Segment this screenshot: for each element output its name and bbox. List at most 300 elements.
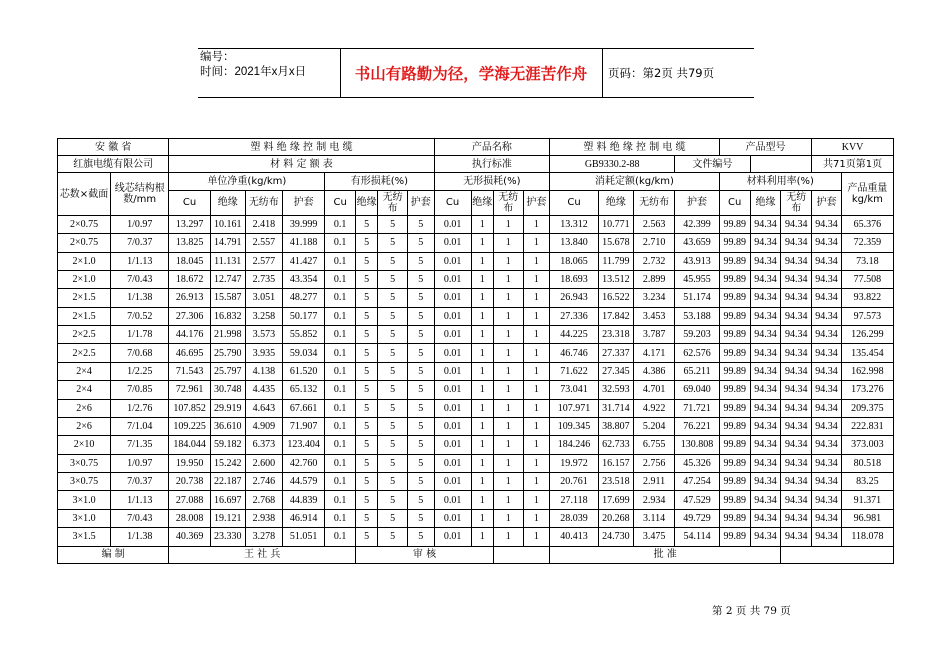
table-cell: 40.369 <box>169 528 210 546</box>
table-cell: 118.078 <box>841 528 893 546</box>
table-cell: 28.008 <box>169 509 210 527</box>
table-cell: 94.34 <box>781 289 812 307</box>
table-cell: 4.435 <box>245 381 282 399</box>
table-cell: 2×2.5 <box>58 344 111 362</box>
subcol-cu: Cu <box>325 190 356 215</box>
table-cell: 109.225 <box>169 417 210 435</box>
table-cell: 25.790 <box>210 344 245 362</box>
signature-row <box>58 546 894 563</box>
table-cell: 11.131 <box>210 252 245 270</box>
table-cell: 1 <box>493 528 523 546</box>
table-cell: 222.831 <box>841 417 893 435</box>
table-cell: 94.34 <box>781 509 812 527</box>
table-cell: 94.34 <box>750 528 781 546</box>
table-cell: 47.254 <box>675 473 720 491</box>
table-cell: 5 <box>378 362 408 380</box>
table-cell: 99.89 <box>719 307 750 325</box>
col-utilization: 材料利用率(%) <box>719 173 841 190</box>
subcol-nonwoven: 无纺布 <box>493 190 523 215</box>
table-cell: 1 <box>471 509 493 527</box>
table-cell: 0.01 <box>434 436 471 454</box>
table-cell: 1/1.38 <box>111 289 169 307</box>
table-cell: 7/0.43 <box>111 270 169 288</box>
table-cell: 1 <box>471 454 493 472</box>
table-cell: 94.34 <box>781 326 812 344</box>
table-cell: 2.911 <box>633 473 674 491</box>
subcol-insulation: 绝缘 <box>210 190 245 215</box>
table-cell: 51.174 <box>675 289 720 307</box>
table-row <box>58 436 894 454</box>
table-cell: 94.34 <box>750 381 781 399</box>
table-cell: 49.729 <box>675 509 720 527</box>
table-cell: 16.832 <box>210 307 245 325</box>
table-cell: 73.041 <box>550 381 599 399</box>
table-cell: 1 <box>471 362 493 380</box>
product-title: 塑 料 绝 缘 控 制 电 缆 <box>169 139 434 156</box>
table-cell: 1 <box>471 417 493 435</box>
table-cell: 1 <box>523 270 550 288</box>
subcol-nonwoven: 无纺布 <box>245 190 282 215</box>
table-cell: 2.600 <box>245 454 282 472</box>
page-header <box>198 48 754 98</box>
table-cell: 2.756 <box>633 454 674 472</box>
table-cell: 97.573 <box>841 307 893 325</box>
table-cell: 130.808 <box>675 436 720 454</box>
table-cell: 1 <box>523 289 550 307</box>
subcol-sheath: 护套 <box>408 190 435 215</box>
table-row <box>58 528 894 546</box>
table-cell: 24.730 <box>598 528 633 546</box>
product-name-value: 塑 料 绝 缘 控 制 电 缆 <box>550 139 720 156</box>
table-cell: 1 <box>523 381 550 399</box>
table-cell: 94.34 <box>781 252 812 270</box>
col-tangible-loss: 有形损耗(%) <box>325 173 434 190</box>
table-cell: 94.34 <box>781 417 812 435</box>
table-cell: 7/0.68 <box>111 344 169 362</box>
table-cell: 71.907 <box>282 417 324 435</box>
table-cell: 5 <box>408 344 435 362</box>
table-cell: 2×6 <box>58 417 111 435</box>
table-cell: 0.1 <box>325 509 356 527</box>
table-cell: 5 <box>408 454 435 472</box>
table-cell: 45.955 <box>675 270 720 288</box>
subcol-insulation: 绝缘 <box>598 190 633 215</box>
table-cell: 4.922 <box>633 399 674 417</box>
title-row-1 <box>58 139 894 156</box>
table-cell: 18.672 <box>169 270 210 288</box>
table-row <box>58 381 894 399</box>
table-cell: 1 <box>471 491 493 509</box>
table-cell: 3.453 <box>633 307 674 325</box>
table-cell: 2×1.0 <box>58 270 111 288</box>
table-cell: 44.839 <box>282 491 324 509</box>
table-row <box>58 344 894 362</box>
table-cell: 14.791 <box>210 234 245 252</box>
table-cell: 94.34 <box>750 234 781 252</box>
table-cell: 0.01 <box>434 454 471 472</box>
table-cell: 0.01 <box>434 326 471 344</box>
table-cell: 1 <box>523 528 550 546</box>
table-cell: 1 <box>493 436 523 454</box>
table-cell: 5 <box>408 215 435 233</box>
table-cell: 7/0.85 <box>111 381 169 399</box>
table-cell: 94.34 <box>750 473 781 491</box>
material-quota-table <box>57 138 894 564</box>
table-cell: 67.661 <box>282 399 324 417</box>
table-cell: 5 <box>408 473 435 491</box>
table-cell: 94.34 <box>781 344 812 362</box>
table-cell: 0.1 <box>325 234 356 252</box>
table-cell: 184.044 <box>169 436 210 454</box>
table-cell: 209.375 <box>841 399 893 417</box>
table-cell: 5 <box>356 454 378 472</box>
subcol-sheath: 护套 <box>675 190 720 215</box>
table-cell: 1 <box>523 417 550 435</box>
table-cell: 1 <box>493 473 523 491</box>
table-row <box>58 289 894 307</box>
table-cell: 3.278 <box>245 528 282 546</box>
table-cell: 1 <box>471 234 493 252</box>
table-cell: 94.34 <box>781 381 812 399</box>
table-cell: 0.1 <box>325 326 356 344</box>
table-row <box>58 326 894 344</box>
table-cell: 0.01 <box>434 234 471 252</box>
table-cell: 94.34 <box>750 344 781 362</box>
table-row <box>58 362 894 380</box>
table-cell: 76.221 <box>675 417 720 435</box>
table-cell: 16.522 <box>598 289 633 307</box>
table-cell: 0.01 <box>434 362 471 380</box>
table-cell: 7/0.37 <box>111 473 169 491</box>
table-cell: 0.1 <box>325 473 356 491</box>
table-cell: 12.747 <box>210 270 245 288</box>
table-cell: 5 <box>408 381 435 399</box>
table-cell: 51.051 <box>282 528 324 546</box>
table-cell: 5 <box>378 491 408 509</box>
table-cell: 4.138 <box>245 362 282 380</box>
table-cell: 3×0.75 <box>58 473 111 491</box>
table-cell: 107.971 <box>550 399 599 417</box>
subcol-cu: Cu <box>169 190 210 215</box>
model-value: KVV <box>812 139 894 156</box>
table-cell: 62.733 <box>598 436 633 454</box>
table-cell: 99.89 <box>719 528 750 546</box>
table-cell: 5 <box>356 528 378 546</box>
table-cell: 7/1.35 <box>111 436 169 454</box>
table-cell: 1 <box>523 491 550 509</box>
table-cell: 5 <box>356 215 378 233</box>
table-cell: 5 <box>356 473 378 491</box>
table-cell: 1 <box>471 289 493 307</box>
table-cell: 0.1 <box>325 307 356 325</box>
table-cell: 94.34 <box>781 473 812 491</box>
table-cell: 91.371 <box>841 491 893 509</box>
table-cell: 99.89 <box>719 473 750 491</box>
compile-label: 编 制 <box>58 546 169 563</box>
table-cell: 99.89 <box>719 381 750 399</box>
table-cell: 27.088 <box>169 491 210 509</box>
table-cell: 99.89 <box>719 491 750 509</box>
title-row-2 <box>58 156 894 173</box>
table-cell: 43.913 <box>675 252 720 270</box>
doc-date: 时间：2021年x月x日 <box>200 66 307 78</box>
table-cell: 36.610 <box>210 417 245 435</box>
table-cell: 3×1.0 <box>58 509 111 527</box>
table-cell: 5 <box>408 509 435 527</box>
table-cell: 69.040 <box>675 381 720 399</box>
table-cell: 94.34 <box>781 399 812 417</box>
table-cell: 5 <box>356 399 378 417</box>
table-cell: 99.89 <box>719 509 750 527</box>
table-cell: 19.972 <box>550 454 599 472</box>
table-cell: 1 <box>493 454 523 472</box>
table-cell: 123.404 <box>282 436 324 454</box>
table-cell: 1 <box>493 344 523 362</box>
table-cell: 71.721 <box>675 399 720 417</box>
table-cell: 5 <box>356 436 378 454</box>
table-cell: 94.34 <box>750 289 781 307</box>
header-row-1 <box>58 173 894 190</box>
table-cell: 20.761 <box>550 473 599 491</box>
header-meta <box>200 50 306 80</box>
table-cell: 27.345 <box>598 362 633 380</box>
table-cell: 2×1.5 <box>58 307 111 325</box>
table-cell: 94.34 <box>812 417 842 435</box>
table-cell: 10.161 <box>210 215 245 233</box>
table-cell: 94.34 <box>812 270 842 288</box>
table-cell: 1 <box>471 381 493 399</box>
table-cell: 173.276 <box>841 381 893 399</box>
table-cell: 0.01 <box>434 399 471 417</box>
table-cell: 18.045 <box>169 252 210 270</box>
table-cell: 94.34 <box>812 362 842 380</box>
table-cell: 1 <box>523 473 550 491</box>
table-cell: 32.593 <box>598 381 633 399</box>
table-cell: 99.89 <box>719 362 750 380</box>
table-cell: 1 <box>523 399 550 417</box>
table-cell: 44.176 <box>169 326 210 344</box>
table-cell: 94.34 <box>812 454 842 472</box>
table-cell: 6.373 <box>245 436 282 454</box>
doc-title: 材 料 定 额 表 <box>169 156 434 173</box>
table-cell: 99.89 <box>719 417 750 435</box>
table-cell: 42.399 <box>675 215 720 233</box>
table-cell: 0.01 <box>434 270 471 288</box>
table-cell: 94.34 <box>812 399 842 417</box>
table-cell: 2×6 <box>58 399 111 417</box>
table-cell: 96.981 <box>841 509 893 527</box>
table-cell: 3×1.0 <box>58 491 111 509</box>
table-cell: 27.118 <box>550 491 599 509</box>
table-cell: 0.1 <box>325 381 356 399</box>
table-cell: 45.326 <box>675 454 720 472</box>
table-cell: 20.738 <box>169 473 210 491</box>
table-cell: 21.998 <box>210 326 245 344</box>
table-cell: 5 <box>408 326 435 344</box>
table-cell: 1 <box>471 215 493 233</box>
table-row <box>58 509 894 527</box>
table-cell: 94.34 <box>750 491 781 509</box>
table-cell: 2×1.5 <box>58 289 111 307</box>
page-info: 共71页第1页 <box>812 156 894 173</box>
table-cell: 27.336 <box>550 307 599 325</box>
table-cell: 0.1 <box>325 344 356 362</box>
table-cell: 2×0.75 <box>58 234 111 252</box>
table-cell: 80.518 <box>841 454 893 472</box>
company: 红旗电缆有限公司 <box>58 156 169 173</box>
table-cell: 11.799 <box>598 252 633 270</box>
table-cell: 18.693 <box>550 270 599 288</box>
table-cell: 1 <box>493 399 523 417</box>
table-cell: 4.386 <box>633 362 674 380</box>
doc-number-label: 编号： <box>200 51 235 63</box>
table-cell: 0.1 <box>325 289 356 307</box>
table-cell: 1 <box>493 381 523 399</box>
approver-name <box>781 546 894 563</box>
table-cell: 0.1 <box>325 454 356 472</box>
product-name-label: 产品名称 <box>434 139 550 156</box>
table-cell: 3×1.5 <box>58 528 111 546</box>
table-cell: 1/1.78 <box>111 326 169 344</box>
table-cell: 13.840 <box>550 234 599 252</box>
table-cell: 38.807 <box>598 417 633 435</box>
table-cell: 94.34 <box>812 436 842 454</box>
table-cell: 47.529 <box>675 491 720 509</box>
table-cell: 5 <box>356 252 378 270</box>
table-cell: 4.909 <box>245 417 282 435</box>
table-cell: 1 <box>523 362 550 380</box>
table-cell: 41.427 <box>282 252 324 270</box>
table-cell: 55.852 <box>282 326 324 344</box>
table-cell: 5 <box>356 417 378 435</box>
table-cell: 99.89 <box>719 326 750 344</box>
file-no-label: 文件编号 <box>675 156 750 173</box>
table-cell: 94.34 <box>750 252 781 270</box>
table-row <box>58 454 894 472</box>
table-cell: 99.89 <box>719 436 750 454</box>
table-cell: 1/2.76 <box>111 399 169 417</box>
table-cell: 1 <box>493 252 523 270</box>
approve-label: 批 准 <box>550 546 781 563</box>
table-cell: 50.177 <box>282 307 324 325</box>
table-cell: 5 <box>378 289 408 307</box>
table-cell: 94.34 <box>781 454 812 472</box>
table-cell: 43.354 <box>282 270 324 288</box>
table-cell: 2.899 <box>633 270 674 288</box>
table-cell: 94.34 <box>812 528 842 546</box>
table-row <box>58 215 894 233</box>
table-cell: 7/0.37 <box>111 234 169 252</box>
table-cell: 2.938 <box>245 509 282 527</box>
table-cell: 0.1 <box>325 252 356 270</box>
table-cell: 73.18 <box>841 252 893 270</box>
table-cell: 44.225 <box>550 326 599 344</box>
table-cell: 1/2.25 <box>111 362 169 380</box>
subcol-cu: Cu <box>719 190 750 215</box>
table-cell: 1 <box>523 215 550 233</box>
table-cell: 1 <box>471 270 493 288</box>
model-label: 产品型号 <box>719 139 811 156</box>
table-cell: 5 <box>378 528 408 546</box>
table-cell: 2×4 <box>58 381 111 399</box>
table-cell: 5 <box>378 215 408 233</box>
table-cell: 94.34 <box>812 289 842 307</box>
table-cell: 94.34 <box>750 509 781 527</box>
table-cell: 0.01 <box>434 252 471 270</box>
table-cell: 0.1 <box>325 399 356 417</box>
table-cell: 0.01 <box>434 473 471 491</box>
table-cell: 59.203 <box>675 326 720 344</box>
table-cell: 1 <box>471 326 493 344</box>
table-cell: 99.89 <box>719 234 750 252</box>
table-cell: 1 <box>471 436 493 454</box>
table-cell: 72.961 <box>169 381 210 399</box>
table-cell: 59.034 <box>282 344 324 362</box>
table-cell: 19.121 <box>210 509 245 527</box>
table-cell: 30.748 <box>210 381 245 399</box>
table-cell: 3.475 <box>633 528 674 546</box>
table-cell: 1 <box>493 270 523 288</box>
table-cell: 5 <box>378 454 408 472</box>
header-divider <box>602 48 603 98</box>
table-cell: 373.003 <box>841 436 893 454</box>
table-cell: 15.242 <box>210 454 245 472</box>
table-cell: 83.25 <box>841 473 893 491</box>
table-cell: 5 <box>408 362 435 380</box>
table-cell: 54.114 <box>675 528 720 546</box>
table-cell: 184.246 <box>550 436 599 454</box>
table-cell: 39.999 <box>282 215 324 233</box>
table-cell: 1 <box>493 234 523 252</box>
table-cell: 94.34 <box>750 454 781 472</box>
table-cell: 0.01 <box>434 307 471 325</box>
table-row <box>58 307 894 325</box>
table-row <box>58 473 894 491</box>
province: 安 徽 省 <box>58 139 169 156</box>
table-cell: 5 <box>378 344 408 362</box>
table-cell: 99.89 <box>719 399 750 417</box>
col-consumption: 消耗定额(kg/km) <box>550 173 720 190</box>
table-cell: 18.065 <box>550 252 599 270</box>
table-cell: 1 <box>493 417 523 435</box>
col-structure: 线芯结构根数/mm <box>111 173 169 215</box>
table-cell: 94.34 <box>812 215 842 233</box>
reviewer-name <box>493 546 549 563</box>
table-cell: 5 <box>356 234 378 252</box>
table-cell: 5 <box>356 509 378 527</box>
table-cell: 15.678 <box>598 234 633 252</box>
table-cell: 1 <box>471 252 493 270</box>
table-cell: 1 <box>523 454 550 472</box>
table-cell: 0.01 <box>434 417 471 435</box>
table-cell: 3.234 <box>633 289 674 307</box>
table-cell: 40.413 <box>550 528 599 546</box>
table-cell: 94.34 <box>812 344 842 362</box>
table-cell: 94.34 <box>812 509 842 527</box>
table-cell: 46.746 <box>550 344 599 362</box>
table-cell: 0.01 <box>434 381 471 399</box>
subcol-insulation: 绝缘 <box>471 190 493 215</box>
table-cell: 41.188 <box>282 234 324 252</box>
table-cell: 4.171 <box>633 344 674 362</box>
subcol-insulation: 绝缘 <box>356 190 378 215</box>
table-cell: 1 <box>493 509 523 527</box>
table-cell: 1 <box>493 491 523 509</box>
table-cell: 0.1 <box>325 270 356 288</box>
table-cell: 71.543 <box>169 362 210 380</box>
table-cell: 1/0.97 <box>111 454 169 472</box>
table-cell: 5 <box>408 307 435 325</box>
